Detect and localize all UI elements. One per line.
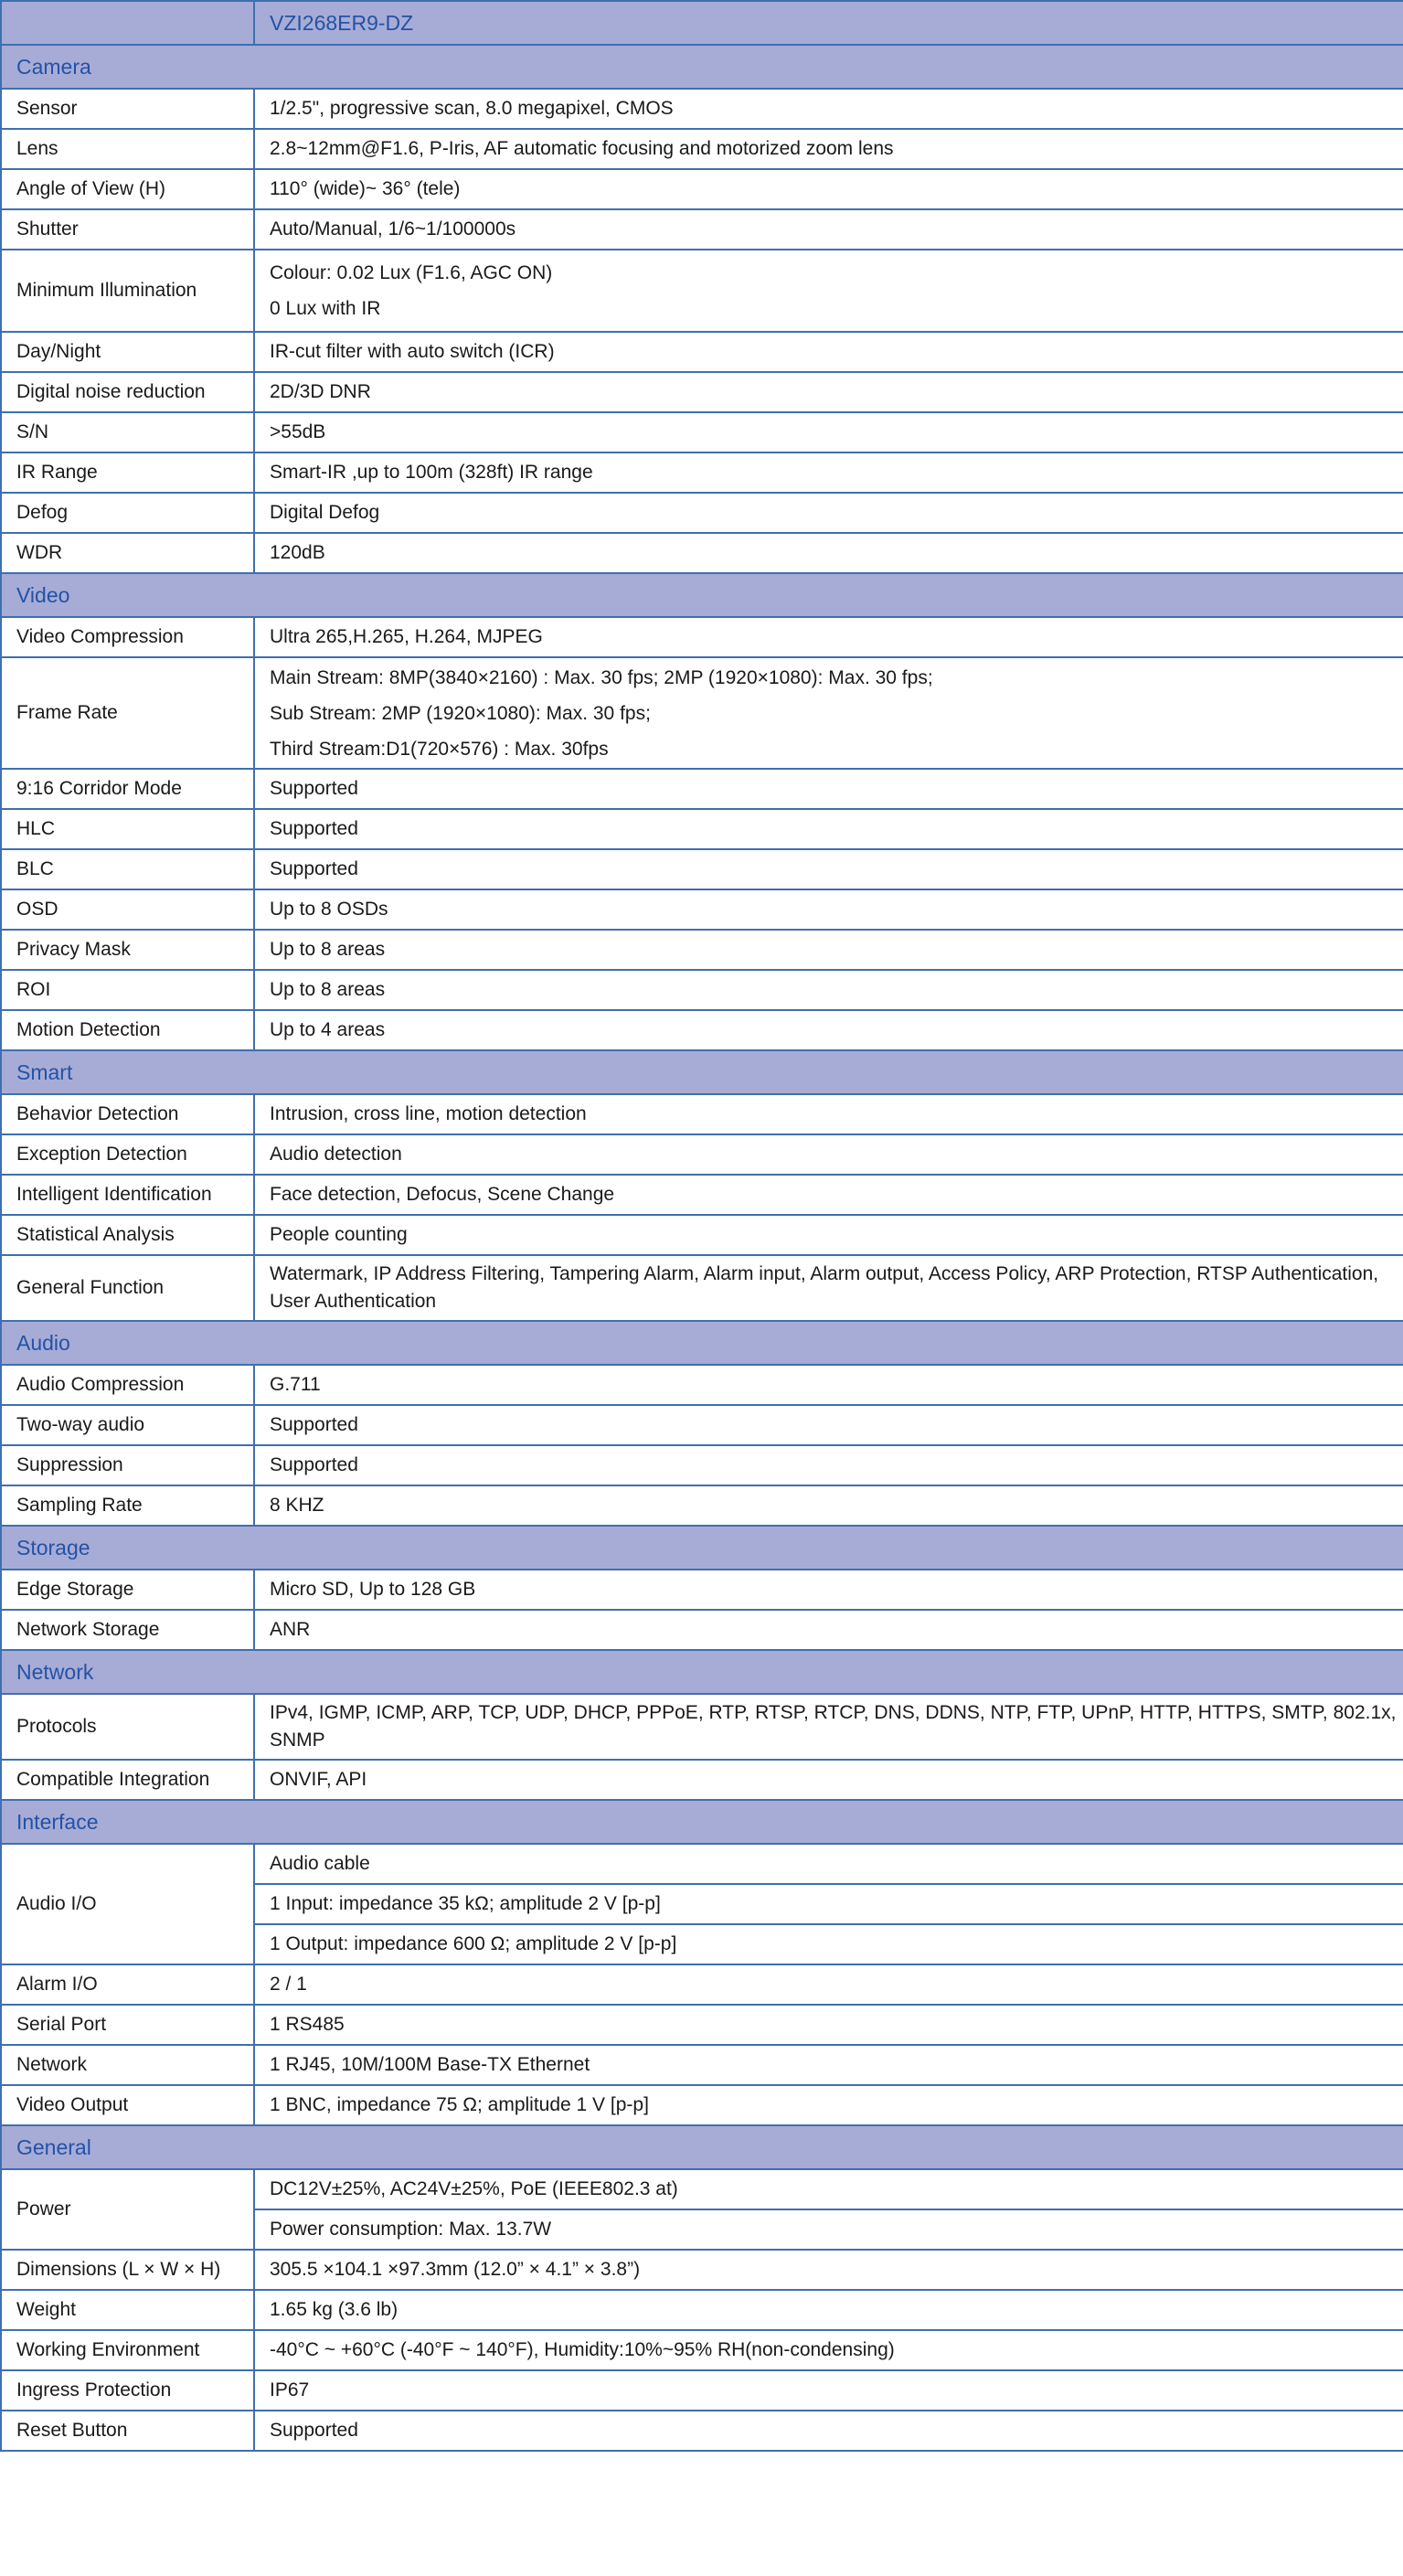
spec-value: >55dB (254, 412, 1403, 452)
table-row (1, 1255, 1403, 1321)
table-row (1, 2085, 1403, 2125)
spec-label: Two-way audio (1, 1405, 254, 1445)
spec-label: Motion Detection (1, 1010, 254, 1050)
spec-label: Minimum Illumination (1, 250, 254, 332)
table-row (1, 1365, 1403, 1405)
spec-label: Network Storage (1, 1610, 254, 1650)
spec-value: 1 Input: impedance 35 kΩ; amplitude 2 V [p-p] (254, 1884, 1403, 1924)
spec-label: HLC (1, 809, 254, 849)
table-row (1, 970, 1403, 1010)
section-header (1, 573, 1403, 617)
spec-label: Video Compression (1, 617, 254, 657)
spec-label: Serial Port (1, 2005, 254, 2045)
section-header (1, 1050, 1403, 1094)
table-row (1, 2330, 1403, 2370)
table-row (1, 1010, 1403, 1050)
spec-value: Supported (254, 769, 1403, 809)
section-title-audio: Audio (1, 1321, 1403, 1365)
spec-value: Supported (254, 2411, 1403, 2451)
table-row (1, 493, 1403, 533)
table-row (1, 89, 1403, 129)
spec-value: Smart-IR ,up to 100m (328ft) IR range (254, 452, 1403, 493)
spec-value: 2D/3D DNR (254, 372, 1403, 412)
spec-value: 1.65 kg (3.6 lb) (254, 2290, 1403, 2330)
table-row (1, 809, 1403, 849)
spec-value: Audio cable (254, 1844, 1403, 1884)
spec-label: Behavior Detection (1, 1094, 254, 1134)
spec-label: 9:16 Corridor Mode (1, 769, 254, 809)
section-header (1, 1526, 1403, 1570)
spec-value: 2 / 1 (254, 1964, 1403, 2005)
section-title-network: Network (1, 1650, 1403, 1694)
spec-value: Up to 8 areas (254, 930, 1403, 970)
spec-label: Intelligent Identification (1, 1175, 254, 1215)
spec-label: Defog (1, 493, 254, 533)
spec-value: Watermark, IP Address Filtering, Tampering Alarm, Alarm input, Alarm output, Access Policy, ARP Protection, RTSP Authentication, User Authentication (254, 1255, 1403, 1321)
table-row (1, 2250, 1403, 2290)
spec-value: 120dB (254, 533, 1403, 573)
table-row (1, 849, 1403, 889)
spec-value: ONVIF, API (254, 1760, 1403, 1800)
spec-label: Video Output (1, 2085, 254, 2125)
spec-value: Auto/Manual, 1/6~1/100000s (254, 209, 1403, 250)
table-row (1, 1485, 1403, 1526)
table-row (1, 1844, 1403, 1884)
spec-value: 1/2.5", progressive scan, 8.0 megapixel, CMOS (254, 89, 1403, 129)
spec-value: Supported (254, 1405, 1403, 1445)
spec-label: Digital noise reduction (1, 372, 254, 412)
table-row (1, 332, 1403, 372)
spec-value: 1 RJ45, 10M/100M Base-TX Ethernet (254, 2045, 1403, 2085)
section-header (1, 1650, 1403, 1694)
spec-value: Supported (254, 1445, 1403, 1485)
spec-value: Supported (254, 809, 1403, 849)
spec-label: Frame Rate (1, 657, 254, 769)
table-row (1, 657, 1403, 769)
spec-value (254, 250, 1403, 332)
table-row (1, 769, 1403, 809)
spec-value-line: Sub Stream: 2MP (1920×1080): Max. 30 fps; (270, 702, 651, 724)
spec-value: DC12V±25%, AC24V±25%, PoE (IEEE802.3 at) (254, 2169, 1403, 2209)
section-title-interface: Interface (1, 1800, 1403, 1844)
spec-value: 1 BNC, impedance 75 Ω; amplitude 1 V [p-p] (254, 2085, 1403, 2125)
model-name: VZI268ER9-DZ (254, 1, 1403, 45)
spec-value: Up to 8 OSDs (254, 889, 1403, 930)
table-row (1, 1134, 1403, 1175)
spec-value-line: Colour: 0.02 Lux (F1.6, AGC ON) (270, 262, 553, 283)
table-row (1, 2290, 1403, 2330)
spec-value-line: Main Stream: 8MP(3840×2160) : Max. 30 fps; 2MP (1920×1080): Max. 30 fps; (270, 666, 933, 688)
table-row (1, 2411, 1403, 2451)
spec-value: IP67 (254, 2370, 1403, 2411)
spec-label: Lens (1, 129, 254, 169)
table-row (1, 1964, 1403, 2005)
table-row (1, 617, 1403, 657)
header-blank-cell (1, 1, 254, 45)
table-row (1, 412, 1403, 452)
spec-label: Angle of View (H) (1, 169, 254, 209)
table-row (1, 1094, 1403, 1134)
spec-value: IR-cut filter with auto switch (ICR) (254, 332, 1403, 372)
table-row (1, 533, 1403, 573)
spec-value-line: Third Stream:D1(720×576) : Max. 30fps (270, 738, 609, 760)
spec-label: WDR (1, 533, 254, 573)
section-header (1, 1800, 1403, 1844)
spec-label: ROI (1, 970, 254, 1010)
table-row (1, 1760, 1403, 1800)
spec-value: 1 Output: impedance 600 Ω; amplitude 2 V [p-p] (254, 1924, 1403, 1964)
spec-label: Day/Night (1, 332, 254, 372)
spec-label: Shutter (1, 209, 254, 250)
spec-label: Edge Storage (1, 1570, 254, 1610)
spec-label: Compatible Integration (1, 1760, 254, 1800)
spec-value: 1 RS485 (254, 2005, 1403, 2045)
table-row (1, 1175, 1403, 1215)
table-header-row (1, 1, 1403, 45)
table-row (1, 2045, 1403, 2085)
spec-label: Weight (1, 2290, 254, 2330)
table-row (1, 1610, 1403, 1650)
spec-value: G.711 (254, 1365, 1403, 1405)
spec-value: People counting (254, 1215, 1403, 1255)
spec-value: Ultra 265,H.265, H.264, MJPEG (254, 617, 1403, 657)
spec-label: Sensor (1, 89, 254, 129)
spec-label: BLC (1, 849, 254, 889)
spec-value: IPv4, IGMP, ICMP, ARP, TCP, UDP, DHCP, PPPoE, RTP, RTSP, RTCP, DNS, DDNS, NTP, FTP, UPnP, HTTP, HTTPS, SMTP, 802.1x, SNMP (254, 1694, 1403, 1760)
spec-label: Working Environment (1, 2330, 254, 2370)
table-row (1, 129, 1403, 169)
table-row (1, 1570, 1403, 1610)
table-row (1, 169, 1403, 209)
table-row (1, 452, 1403, 493)
spec-label: Dimensions (L × W × H) (1, 2250, 254, 2290)
section-header (1, 1321, 1403, 1365)
spec-label: Privacy Mask (1, 930, 254, 970)
spec-value (254, 657, 1403, 769)
spec-value: Up to 4 areas (254, 1010, 1403, 1050)
spec-label: Audio I/O (1, 1844, 254, 1964)
spec-label: Sampling Rate (1, 1485, 254, 1526)
spec-label: S/N (1, 412, 254, 452)
spec-value-line: 0 Lux with IR (270, 298, 381, 319)
spec-label: Network (1, 2045, 254, 2085)
spec-value: Audio detection (254, 1134, 1403, 1175)
table-row (1, 889, 1403, 930)
spec-value: 305.5 ×104.1 ×97.3mm (12.0” × 4.1” × 3.8”) (254, 2250, 1403, 2290)
table-row (1, 1405, 1403, 1445)
spec-value: Up to 8 areas (254, 970, 1403, 1010)
section-title-smart: Smart (1, 1050, 1403, 1094)
spec-label: Alarm I/O (1, 1964, 254, 2005)
spec-value: 8 KHZ (254, 1485, 1403, 1526)
table-row (1, 372, 1403, 412)
table-row (1, 2370, 1403, 2411)
section-header (1, 45, 1403, 89)
spec-value: 2.8~12mm@F1.6, P-Iris, AF automatic focusing and motorized zoom lens (254, 129, 1403, 169)
spec-label: Suppression (1, 1445, 254, 1485)
spec-label: IR Range (1, 452, 254, 493)
section-title-camera: Camera (1, 45, 1403, 89)
table-row (1, 930, 1403, 970)
spec-label: Power (1, 2169, 254, 2250)
spec-value: Power consumption: Max. 13.7W (254, 2209, 1403, 2250)
spec-value: 110° (wide)~ 36° (tele) (254, 169, 1403, 209)
spec-label: General Function (1, 1255, 254, 1321)
table-row (1, 1445, 1403, 1485)
spec-value: -40°C ~ +60°C (-40°F ~ 140°F), Humidity:10%~95% RH(non-condensing) (254, 2330, 1403, 2370)
table-row (1, 2169, 1403, 2209)
spec-value: Intrusion, cross line, motion detection (254, 1094, 1403, 1134)
section-header (1, 2125, 1403, 2169)
table-row (1, 250, 1403, 332)
table-row (1, 2005, 1403, 2045)
spec-value: Face detection, Defocus, Scene Change (254, 1175, 1403, 1215)
spec-label: Protocols (1, 1694, 254, 1760)
spec-label: Exception Detection (1, 1134, 254, 1175)
section-title-video: Video (1, 573, 1403, 617)
spec-label: OSD (1, 889, 254, 930)
table-row (1, 1694, 1403, 1760)
spec-value: ANR (254, 1610, 1403, 1650)
spec-label: Statistical Analysis (1, 1215, 254, 1255)
table-row (1, 1215, 1403, 1255)
spec-value: Micro SD, Up to 128 GB (254, 1570, 1403, 1610)
section-title-storage: Storage (1, 1526, 1403, 1570)
spec-value: Digital Defog (254, 493, 1403, 533)
table-row (1, 209, 1403, 250)
spec-label: Reset Button (1, 2411, 254, 2451)
spec-value: Supported (254, 849, 1403, 889)
spec-label: Ingress Protection (1, 2370, 254, 2411)
spec-label: Audio Compression (1, 1365, 254, 1405)
section-title-general: General (1, 2125, 1403, 2169)
